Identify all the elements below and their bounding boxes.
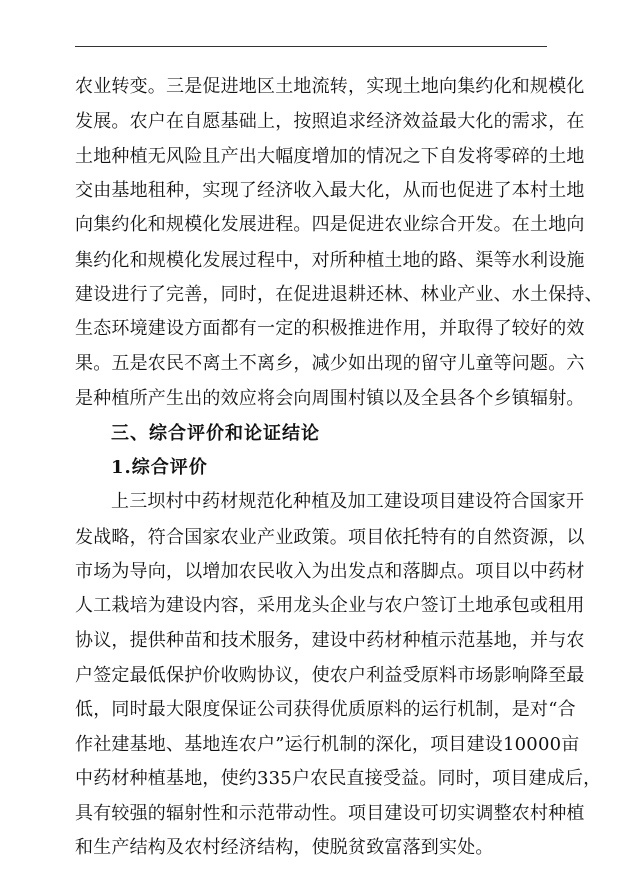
paragraph-line: 户签定最低保护价收购协议，使农户利益受原料市场影响降至最: [75, 665, 585, 687]
paragraph-line: 发展。农户在自愿基础上，按照追求经济效益最大化的需求，在: [75, 111, 585, 133]
paragraph-line: 上三坝村中药材规范化种植及加工建设项目建设符合国家开: [111, 491, 585, 513]
paragraph-line: 市场为导向，以增加农民收入为出发点和落脚点。项目以中药材: [75, 560, 585, 582]
paragraph-line: 中药材种植基地，使约335户农民直接受益。同时，项目建成后，: [75, 768, 602, 790]
paragraph-line: 和生产结构及农村经济结构，使脱贫致富落到实处。: [75, 836, 494, 858]
paragraph-line: 果。五是农民不离土不离乡，减少如出现的留守儿童等问题。六: [75, 352, 585, 374]
paragraph-line: 建设进行了完善，同时，在促进退耕还林、林业产业、水土保持、: [75, 284, 603, 306]
paragraph-line: 人工栽培为建设内容，采用龙头企业与农户签订土地承包或租用: [75, 595, 585, 617]
paragraph-line: 土地种植无风险且产出大幅度增加的情况之下自发将零碎的土地: [75, 145, 585, 167]
paragraph-line: 是种植所产生出的效应将会向周围村镇以及全县各个乡镇辐射。: [75, 388, 585, 410]
paragraph-line: 集约化和规模化发展过程中，对所种植土地的路、渠等水利设施: [75, 249, 585, 271]
paragraph-line: 交由基地租种，实现了经济收入最大化，从而也促进了本村土地: [75, 180, 585, 202]
paragraph-line: 生态环境建设方面都有一定的积极推进作用，并取得了较好的效: [75, 318, 585, 340]
paragraph-line: 协议，提供种苗和技术服务，建设中药材种植示范基地，并与农: [75, 629, 585, 651]
paragraph-line: 农业转变。三是促进地区土地流转，实现土地向集约化和规模化: [75, 76, 585, 97]
header-rule: [75, 46, 547, 47]
paragraph-line: 低，同时最大限度保证公司获得优质原料的运行机制，是对“合: [75, 699, 576, 721]
paragraph-line: 具有较强的辐射性和示范带动性。项目建设可切实调整农村种植: [75, 802, 585, 824]
paragraph-line: 作社建基地、基地连农户”运行机制的深化，项目建设10000亩: [75, 733, 580, 755]
section-heading: 三、综合评价和论证结论: [111, 422, 320, 444]
paragraph-line: 发战略，符合国家农业产业政策。项目依托特有的自然资源，以: [75, 526, 585, 548]
paragraph-line: 向集约化和规模化发展进程。四是促进农业综合开发。在土地向: [75, 214, 585, 236]
subsection-heading: 1.综合评价: [111, 456, 208, 478]
